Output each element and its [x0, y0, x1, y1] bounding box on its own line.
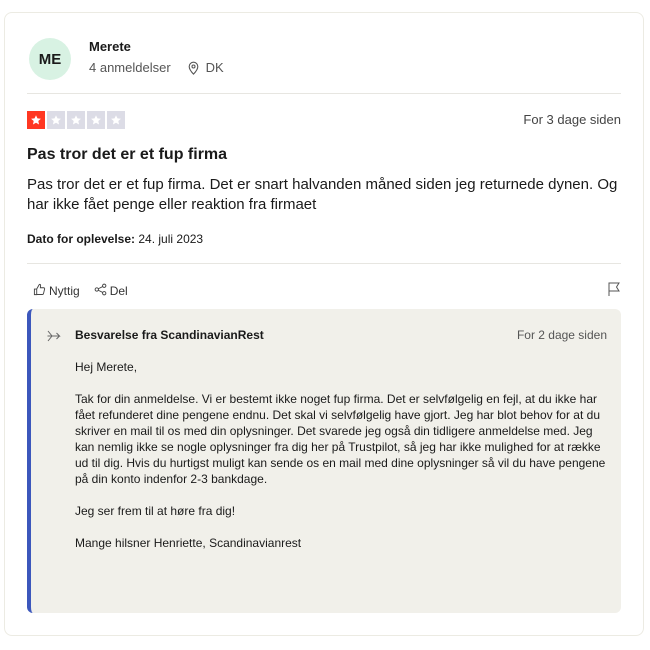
- share-label: Del: [109, 284, 128, 298]
- reviewer-country: DK: [205, 60, 224, 75]
- experience-value: 24. juli 2023: [138, 232, 204, 246]
- useful-button[interactable]: [33, 283, 80, 299]
- experience-date: [27, 232, 203, 246]
- star-icon: [47, 111, 65, 129]
- company-reply: [27, 309, 621, 613]
- star-icon: [67, 111, 85, 129]
- flag-icon[interactable]: [607, 281, 621, 302]
- reply-paragraph: Mange hilsner Henriette, Scandinavianrest: [75, 536, 302, 550]
- reply-paragraph: Tak for din anmeldelse. Vi er bestemt ikke noget fup firma. Det er selvfølgelig en fejl, at du ikke har fået refunderet dine pengene endnu. Det skal vi selvfølgelig have gjort. Jeg har blot behov for at du skriver en mail til os med din oplysninger. Det svarede jeg også din tidligere anmeldelse med. Jeg kan nemlig ikke se nogle oplysninger fra dig her på Trustpilot, så jeg har ikke mulighed for at række ud til dig. Hvis du hurtigst muligt kan sende os en mail med dine oplysninger så vil du have pengene på din konto indenfor 2-3 bankdage.: [75, 392, 606, 486]
- reply-text: [75, 359, 607, 567]
- star-icon: [107, 111, 125, 129]
- reply-date: For 2 dage siden: [516, 328, 607, 342]
- reviewer-name[interactable]: Merete: [89, 39, 131, 54]
- share-button[interactable]: [94, 283, 128, 299]
- reviewer-meta: [89, 60, 224, 75]
- reply-arrow-icon: [46, 329, 62, 347]
- location-pin-icon: [187, 61, 200, 75]
- reply-paragraph: Jeg ser frem til at høre fra dig!: [75, 504, 236, 518]
- reply-paragraph: Hej Merete,: [75, 360, 138, 374]
- star-rating: [27, 111, 125, 129]
- divider: [27, 93, 621, 94]
- review-card: [4, 12, 644, 636]
- divider: [27, 263, 621, 264]
- useful-label: Nyttig: [49, 284, 80, 298]
- review-count: 4 anmeldelser: [89, 60, 171, 75]
- experience-label: Dato for oplevelse:: [27, 232, 136, 246]
- review-date: For 3 dage siden: [523, 112, 621, 127]
- share-icon: [94, 283, 107, 299]
- reply-header: Besvarelse fra ScandinavianRest: [75, 328, 264, 342]
- star-icon: [27, 111, 45, 129]
- avatar[interactable]: ME: [29, 38, 71, 80]
- thumbs-up-icon: [33, 283, 46, 299]
- review-body: Pas tror det er et fup firma. Det er snart halvanden måned siden jeg returnede dynen. Og har ikke fået penge eller reaktion fra firmaet: [27, 176, 618, 213]
- star-icon: [87, 111, 105, 129]
- review-actions: [33, 283, 128, 299]
- review-title[interactable]: Pas tror det er et fup firma: [27, 146, 228, 163]
